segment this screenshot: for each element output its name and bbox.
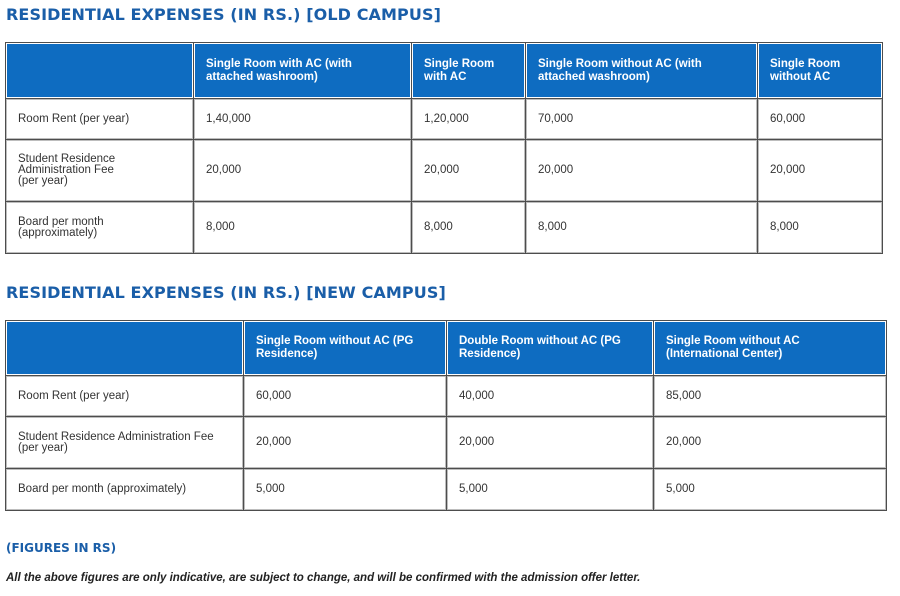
table-cell: 85,000 <box>654 376 886 416</box>
table-cell: 20,000 <box>412 140 525 201</box>
table-cell: 60,000 <box>244 376 446 416</box>
table-cell: 60,000 <box>758 99 882 139</box>
table-cell: 5,000 <box>244 469 446 510</box>
table-row <box>6 99 882 139</box>
table-cell: 5,000 <box>447 469 653 510</box>
table-cell: 70,000 <box>526 99 757 139</box>
row-label-board: Board per month (approximately) <box>6 469 243 510</box>
row-label-board: Board per month (approximately) <box>6 202 193 253</box>
row-label-room-rent: Room Rent (per year) <box>6 99 193 139</box>
column-header-single-ac-washroom: Single Room with AC (with attached washroom) <box>194 43 411 98</box>
table-cell: 8,000 <box>526 202 757 253</box>
figures-note: (FIGURES IN RS) <box>6 541 117 555</box>
old-campus-heading: RESIDENTIAL EXPENSES (IN RS.) [OLD CAMPUS] <box>6 5 441 24</box>
table-row <box>6 469 886 510</box>
row-label-room-rent: Room Rent (per year) <box>6 376 243 416</box>
row-label-admin-fee: Student Residence Administration Fee (per year) <box>6 140 193 201</box>
column-header-single-ac: Single Room with AC <box>412 43 525 98</box>
column-header-single-non-ac-pg: Single Room without AC (PG Residence) <box>244 321 446 375</box>
table-row <box>6 376 886 416</box>
table-cell: 20,000 <box>526 140 757 201</box>
table-cell: 20,000 <box>447 417 653 468</box>
table-row <box>6 417 886 468</box>
table-header-row <box>6 43 882 98</box>
column-header-single-non-ac-international: Single Room without AC (International Center) <box>654 321 886 375</box>
table-row <box>6 202 882 253</box>
table-cell: 20,000 <box>244 417 446 468</box>
row-label-admin-fee: Student Residence Administration Fee (per year) <box>6 417 243 468</box>
table-cell: 8,000 <box>194 202 411 253</box>
column-header-single-non-ac-washroom: Single Room without AC (with attached washroom) <box>526 43 757 98</box>
column-header-blank <box>6 43 193 98</box>
column-header-blank <box>6 321 243 375</box>
table-cell: 1,40,000 <box>194 99 411 139</box>
new-campus-expenses-table <box>5 320 887 511</box>
table-cell: 20,000 <box>654 417 886 468</box>
table-cell: 8,000 <box>758 202 882 253</box>
column-header-single-non-ac: Single Room without AC <box>758 43 882 98</box>
table-cell: 8,000 <box>412 202 525 253</box>
table-cell: 20,000 <box>758 140 882 201</box>
table-cell: 1,20,000 <box>412 99 525 139</box>
disclaimer-note: All the above figures are only indicative, are subject to change, and will be confirmed with the admission offer letter. <box>6 572 641 584</box>
table-row <box>6 140 882 201</box>
table-header-row <box>6 321 886 375</box>
column-header-double-non-ac-pg: Double Room without AC (PG Residence) <box>447 321 653 375</box>
old-campus-expenses-table <box>5 42 883 254</box>
table-cell: 20,000 <box>194 140 411 201</box>
table-cell: 40,000 <box>447 376 653 416</box>
table-cell: 5,000 <box>654 469 886 510</box>
new-campus-heading: RESIDENTIAL EXPENSES (IN RS.) [NEW CAMPUS] <box>6 283 446 302</box>
